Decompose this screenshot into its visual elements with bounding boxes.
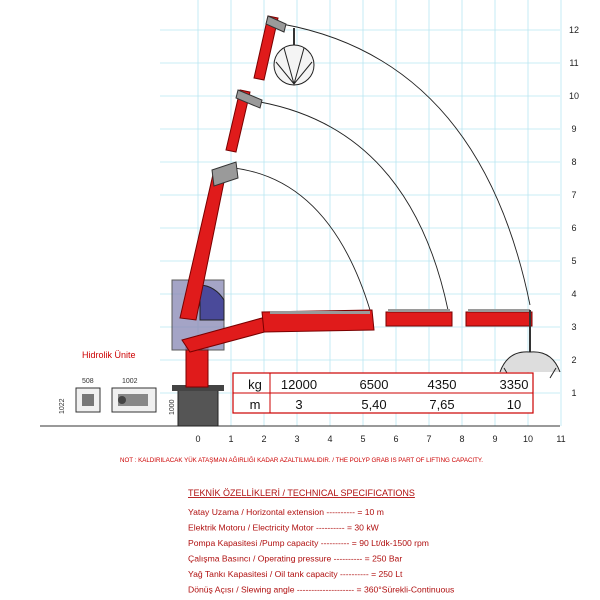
x-tick-label: 3 [294, 434, 300, 444]
dim-508: 508 [82, 378, 94, 385]
x-tick-label: 8 [459, 434, 465, 444]
x-tick-label: 5 [360, 434, 366, 444]
load-value: 12000 [280, 377, 318, 392]
load-value: 3350 [499, 377, 529, 392]
y-tick-label: 9 [571, 124, 577, 134]
y-tick-label: 10 [568, 91, 580, 101]
reach-arc-3 [234, 168, 370, 310]
y-tick-label: 1 [571, 388, 577, 398]
x-tick-label: 9 [492, 434, 498, 444]
spec-row: Yağ Tankı Kapasitesi / Oil tank capacity ---------- = 250 Lt [188, 569, 403, 579]
spec-row: Yatay Uzama / Horizontal extension ---------- = 10 m [188, 507, 384, 517]
pedestal-base [178, 388, 218, 426]
hydraulic-unit-label: Hidrolik Ünite [82, 350, 136, 360]
reach-value: 10 [506, 397, 522, 412]
specs-list [188, 507, 454, 600]
dim-1000: 1000 [169, 399, 176, 415]
load-value: 6500 [359, 377, 389, 392]
spec-row: Elektrik Motoru / Electricity Motor ---------- = 30 kW [188, 522, 379, 533]
y-tick-label: 7 [571, 190, 577, 200]
unit-m: m [249, 397, 261, 412]
y-tick-label: 5 [571, 256, 577, 266]
lifting-note: NOT : KALDIRILACAK YÜK ATAŞMAN AĞIRLIĞI KADAR AZALTILMALIDIR. / THE POLYP GRAB IS PART OF LIFTING CAPACITY. [120, 457, 483, 464]
dim-1022: 1022 [59, 398, 66, 414]
reach-value: 3 [295, 397, 303, 412]
y-tick-label: 12 [568, 25, 580, 35]
reach-arc-5 [260, 102, 448, 310]
dim-1002: 1002 [122, 378, 138, 385]
y-tick-label: 8 [571, 157, 577, 167]
polyp-grab-top [274, 28, 314, 85]
reach-value: 7,65 [429, 397, 455, 412]
boom-horizontal [182, 309, 532, 352]
x-tick-label: 7 [426, 434, 432, 444]
spec-row: Çalışma Basıncı / Operating pressure ---------- = 250 Bar [188, 553, 403, 564]
x-tick-label: 2 [261, 434, 267, 444]
x-tick-label: 6 [393, 434, 399, 444]
y-tick-label: 6 [571, 223, 577, 233]
hydraulic-unit-drawing [76, 388, 156, 412]
reach-value: 5,40 [361, 397, 387, 412]
x-tick-label: 11 [556, 434, 566, 444]
y-tick-label: 4 [571, 289, 577, 299]
specs-title: TEKNİK ÖZELLİKLERİ / TECHNICAL SPECIFICATIONS [188, 488, 415, 498]
spec-row: Dönüş Açısı / Slewing angle -------------------- = 360°Sürekli-Continuous [188, 584, 455, 595]
x-tick-label: 1 [228, 434, 234, 444]
height-axis-ticks [569, 25, 579, 398]
reach-axis-ticks [195, 434, 565, 444]
unit-kg: kg [248, 377, 262, 392]
y-tick-label: 3 [571, 322, 577, 332]
x-tick-label: 10 [522, 434, 534, 444]
load-value: 4350 [427, 377, 457, 392]
y-tick-label: 11 [569, 58, 579, 68]
x-tick-label: 4 [327, 434, 333, 444]
x-tick-label: 0 [195, 434, 201, 444]
reach-arc-7 [282, 24, 530, 305]
y-tick-label: 2 [571, 355, 577, 365]
reach-grid [160, 0, 561, 426]
spec-row: Pompa Kapasitesi /Pump capacity ---------- = 90 Lt/dk-1500 rpm [188, 538, 429, 548]
